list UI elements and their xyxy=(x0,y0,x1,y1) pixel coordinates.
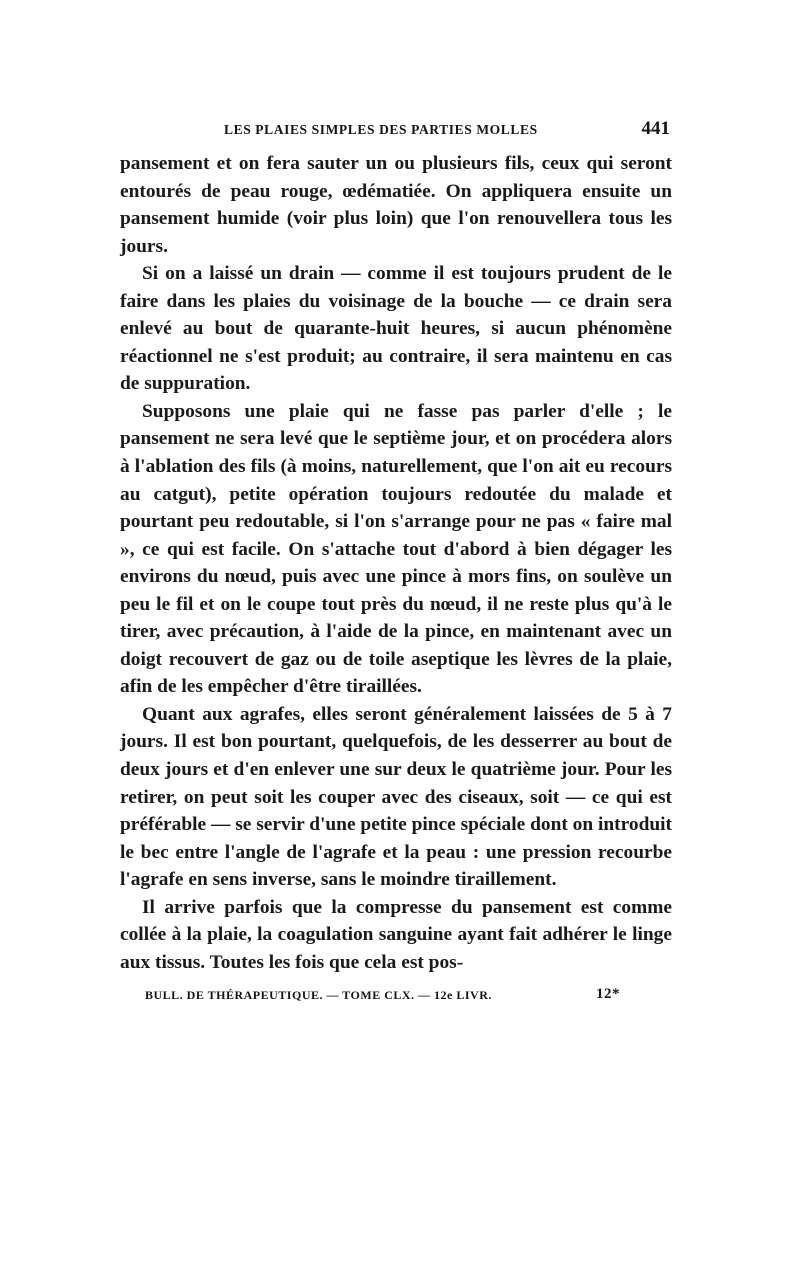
paragraph: Supposons une plaie qui ne fasse pas parler d'elle ; le pansement ne sera levé que le septième jour, et on procédera alors à l'ablation des fils (à moins, naturellement, que l'on ait eu recours au catgut), petite opération toujours redoutée du malade et pourtant peu redoutable, si l'on s'arrange pour ne pas « faire mal », ce qui est facile. On s'attache tout d'abord à bien dégager les environs du nœud, puis avec une pince à mors fins, on soulève un peu le fil et on le coupe tout près du nœud, il ne reste plus qu'à le tirer, avec précaution, à l'aide de la pince, en maintenant avec un doigt recouvert de gaz ou de toile aseptique les lèvres de la plaie, afin de les empêcher d'être tiraillées. xyxy=(120,400,672,698)
paragraph: Si on a laissé un drain — comme il est toujours prudent de le faire dans les plaies du voisinage de la bouche — ce drain sera enlevé au bout de quarante-huit heures, si aucun phénomène réactionnel ne s'est produit; au contraire, il sera maintenu en cas de suppuration. xyxy=(120,263,672,395)
paragraph: Quant aux agrafes, elles seront généralement laissées de 5 à 7 jours. Il est bon pourtant, quelquefois, de les desserrer au bout de deux jours et d'en enlever une sur deux le quatrième jour. Pour les retirer, on peut soit les couper avec des ciseaux, soit — ce qui est préférable — se servir d'une petite pince spéciale dont on introduit le bec entre l'angle de l'agrafe et la peau : une pression recourbe l'agrafe en sens inverse, sans le moindre tiraillement. xyxy=(120,703,672,891)
page-footer xyxy=(120,986,672,1006)
page-number: 441 xyxy=(641,118,670,139)
paragraph: Il arrive parfois que la compresse du pansement est comme collée à la plaie, la coagulation sanguine ayant fait adhérer le linge aux tissus. Toutes les fois que cela est pos- xyxy=(120,896,672,973)
running-header xyxy=(120,118,672,144)
sheet-mark: 12* xyxy=(596,986,620,1003)
printer-signature: BULL. DE THÉRAPEUTIQUE. — TOME CLX. — 12e LIVR. xyxy=(145,988,492,1003)
paragraph: pansement et on fera sauter un ou plusieurs fils, ceux qui seront entourés de peau rouge, œdématiée. On appliquera ensuite un pansement humide (voir plus loin) que l'on renouvellera tous les jours. xyxy=(120,153,672,257)
running-title: LES PLAIES SIMPLES DES PARTIES MOLLES xyxy=(224,122,538,137)
book-page xyxy=(120,118,672,1006)
body-text xyxy=(120,150,672,976)
